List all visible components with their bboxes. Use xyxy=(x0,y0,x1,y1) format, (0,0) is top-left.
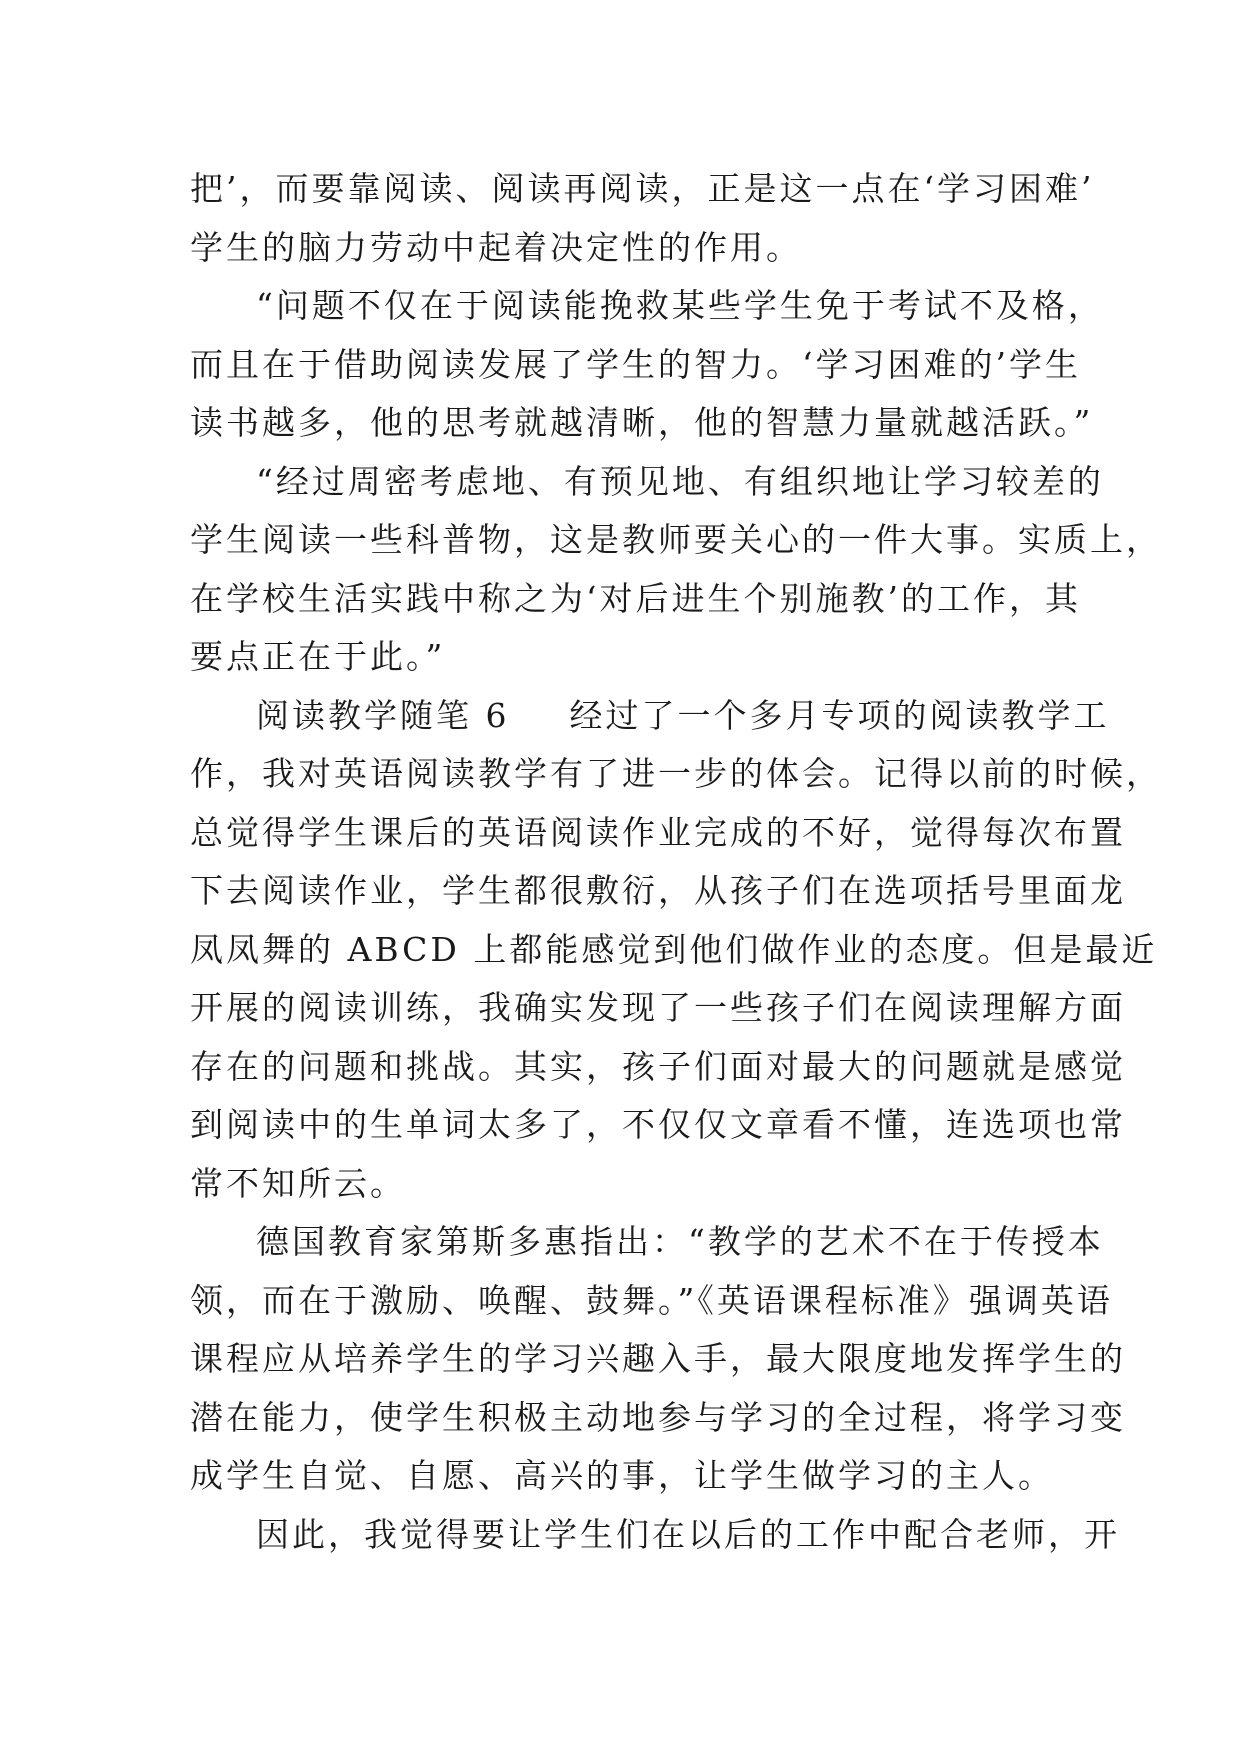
text-line: 读书越多，他的思考就越清晰，他的智慧力量就越活跃。” xyxy=(190,403,1094,442)
text-line: 总觉得学生课后的英语阅读作业完成的不好，觉得每次布置 xyxy=(190,812,1126,852)
text-line: 学生阅读一些科普物，这是教师要关心的一件大事。实质上， xyxy=(190,520,1162,559)
text-line: 开展的阅读训练，我确实发现了一些孩子们在阅读理解方面 xyxy=(190,988,1126,1027)
text-line: 要点正在于此。” xyxy=(190,637,446,676)
text-line: 成学生自觉、自愿、高兴的事，让学生做学习的主人。 xyxy=(190,1456,1054,1495)
text-segment: 经过了一个多月专项的阅读教学工 xyxy=(569,695,1110,735)
text-line xyxy=(190,687,1110,746)
text-line: 下去阅读作业，学生都很敷衍，从孩子们在选项括号里面龙 xyxy=(190,871,1126,910)
text-line: 课程应从培养学生的学习兴趣入手，最大限度地发挥学生的 xyxy=(190,1339,1126,1378)
text-line: 而且在于借助阅读发展了学生的智力。‘学习困难的’学生 xyxy=(190,344,1081,384)
text-line: 作，我对英语阅读教学有了进一步的体会。记得以前的时候， xyxy=(190,754,1162,793)
paragraph xyxy=(190,160,1095,277)
text-line: “经过周密考虑地、有预见地、有组织地让学习较差的 xyxy=(256,461,1104,501)
text-line: 存在的问题和挑战。其实，孩子们面对最大的问题就是感觉 xyxy=(190,1046,1126,1086)
paragraph xyxy=(190,1213,1126,1506)
paragraph xyxy=(190,687,1162,1214)
text-line: 因此，我觉得要让学生们在以后的工作中配合老师，开 xyxy=(256,1514,1120,1554)
section-heading: 阅读教学随笔 6 xyxy=(256,695,510,735)
text-line: 把’，而要靠阅读、阅读再阅读，正是这一点在‘学习困难’ xyxy=(190,169,1095,208)
text-line: 到阅读中的生单词太多了，不仅仅文章看不懂，连选项也常 xyxy=(190,1105,1126,1144)
text-line: 领，而在于激励、唤醒、鼓舞。”《英语课程标准》强调英语 xyxy=(190,1280,1113,1320)
paragraph xyxy=(190,277,1104,453)
text-line: 潜在能力，使学生积极主动地参与学习的全过程，将学习变 xyxy=(190,1397,1126,1437)
text-line: 凤凤舞的 ABCD 上都能感觉到他们做作业的态度。但是最近 xyxy=(190,929,1158,969)
text-line: “问题不仅在于阅读能挽救某些学生免于考试不及格， xyxy=(256,286,1104,325)
text-line: 常不知所云。 xyxy=(190,1163,406,1203)
text-line: 学生的脑力劳动中起着决定性的作用。 xyxy=(190,227,802,267)
body-text xyxy=(190,160,1162,1564)
text-line: 德国教育家第斯多惠指出：“教学的艺术不在于传授本 xyxy=(256,1222,1104,1261)
paragraph xyxy=(190,1506,1120,1565)
paragraph xyxy=(190,453,1162,687)
text-line: 在学校生活实践中称之为‘对后进生个别施教’的工作，其 xyxy=(190,578,1081,618)
